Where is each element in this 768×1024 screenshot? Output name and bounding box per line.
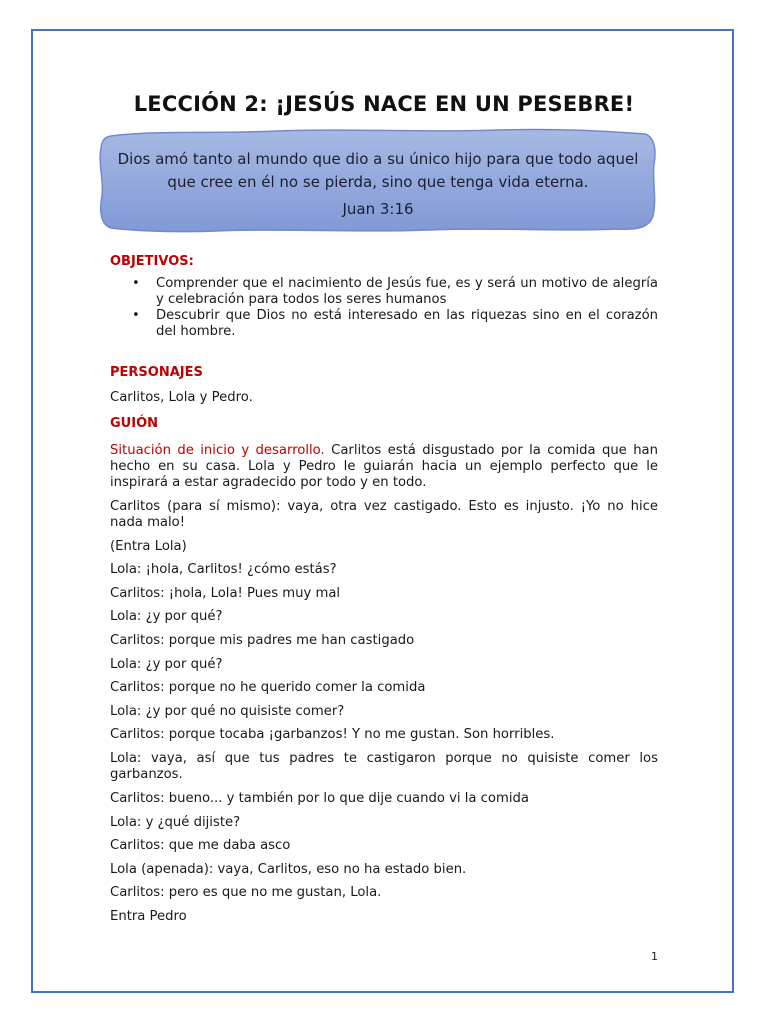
dialogue-line: Lola: y ¿qué dijiste? (110, 815, 241, 830)
page-number: 1 (651, 950, 658, 963)
personajes-text: Carlitos, Lola y Pedro. (110, 390, 253, 405)
list-item: • Descubrir que Dios no está interesado en las riquezas sino en el corazón del hombre. (110, 308, 658, 340)
dialogue-line: Lola: ¡hola, Carlitos! ¿cómo estás? (110, 562, 337, 577)
dialogue-line: Carlitos: bueno... y también por lo que dije cuando vi la comida (110, 791, 529, 806)
verse-line: que cree en él no se pierda, sino que tenga vida eterna. (167, 173, 589, 191)
objetivos-list (110, 276, 658, 340)
list-item: • Comprender que el nacimiento de Jesús fue, es y será un motivo de alegría y celebración para todos los seres humanos (110, 276, 658, 308)
verse-reference: Juan 3:16 (342, 200, 414, 218)
dialogue-line: Lola: ¿y por qué? (110, 657, 223, 672)
dialogue-line: Entra Pedro (110, 909, 187, 924)
dialogue-line: Carlitos: pero es que no me gustan, Lola. (110, 885, 382, 900)
dialogue-line: Carlitos: porque tocaba ¡garbanzos! Y no me gustan. Son horribles. (110, 727, 555, 742)
verse-line: Dios amó tanto al mundo que dio a su único hijo para que todo aquel (117, 150, 639, 168)
dialogue-line: Lola (apenada): vaya, Carlitos, eso no ha estado bien. (110, 862, 467, 877)
dialogue-line: Lola: vaya, así que tus padres te castigaron porque no quisiste comer los garbanzos. (110, 751, 658, 782)
objetivos-heading: OBJETIVOS: (110, 254, 194, 269)
situacion-text: Carlitos está disgustado por la comida que han hecho en su casa. Lola y Pedro le guiarán hacia un ejemplo perfecto que le inspirará a estar agradecido por todo y en todo. (110, 443, 658, 490)
dialogue-line: Carlitos (para sí mismo): vaya, otra vez castigado. Esto es injusto. ¡Yo no hice nada malo! (110, 499, 658, 530)
guion-heading: GUIÓN (110, 416, 158, 431)
dialogue-line: Carlitos: ¡hola, Lola! Pues muy mal (110, 586, 341, 601)
dialogue-line: Carlitos: que me daba asco (110, 838, 291, 853)
dialogue-line: Carlitos: porque mis padres me han castigado (110, 633, 415, 648)
situacion-label: Situación de inicio y desarrollo. (110, 443, 325, 458)
dialogue-line: Lola: ¿y por qué no quisiste comer? (110, 704, 345, 719)
personajes-heading: PERSONAJES (110, 365, 203, 380)
page-title: LECCIÓN 2: ¡JESÚS NACE EN UN PESEBRE! (133, 92, 635, 116)
dialogue-line: Carlitos: porque no he querido comer la comida (110, 680, 426, 695)
dialogue-line: (Entra Lola) (110, 539, 187, 554)
situacion-paragraph (110, 443, 658, 491)
dialogue-line: Lola: ¿y por qué? (110, 609, 223, 624)
verse-text (104, 148, 652, 194)
